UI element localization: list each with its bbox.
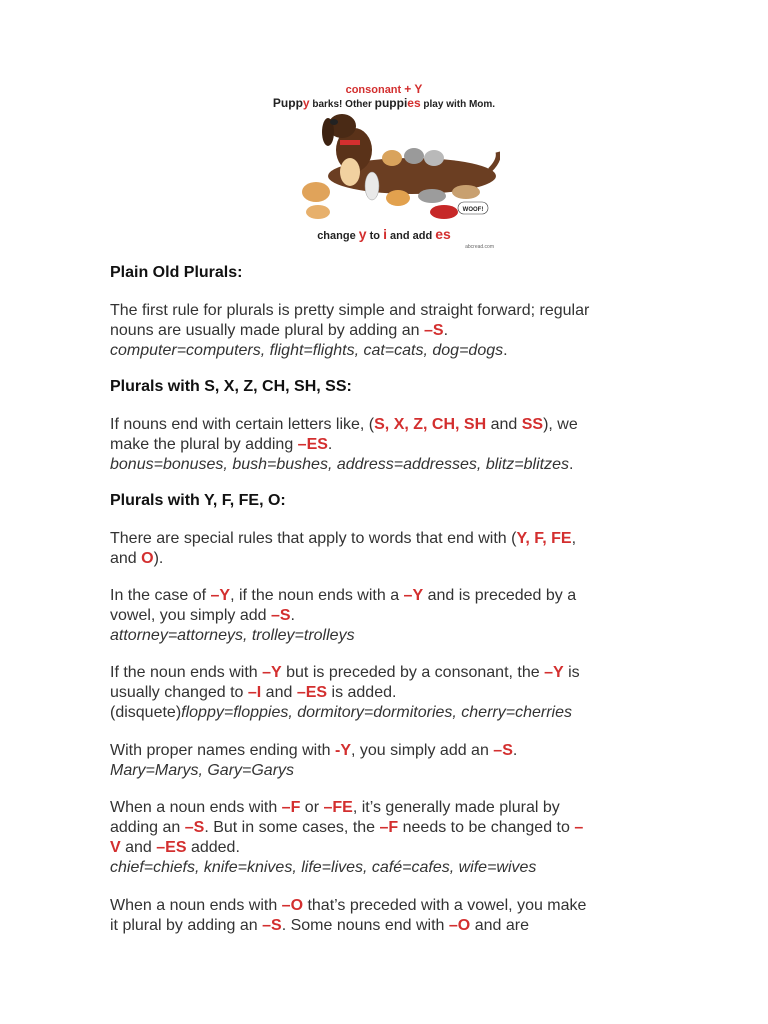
example-span: floppy=floppies, dormitory=dormitories, cherry=cherries bbox=[181, 704, 572, 721]
sentence-puppi: puppi bbox=[374, 96, 408, 110]
plain-line-2 bbox=[110, 321, 670, 341]
illustration-credit: abcread.com bbox=[465, 244, 494, 250]
text-span: , if the noun ends with a bbox=[230, 587, 404, 604]
text-span: usually changed to bbox=[110, 684, 248, 701]
red-span: –I bbox=[247, 684, 262, 701]
puppy-1 bbox=[302, 182, 330, 202]
red-span: –ES bbox=[156, 839, 187, 856]
sentence-pupp: Pupp bbox=[272, 96, 303, 110]
puppy-5 bbox=[404, 148, 424, 164]
red-span: –S bbox=[262, 917, 282, 934]
red-span: -Y bbox=[335, 742, 351, 759]
consonant-y-line-2 bbox=[110, 683, 670, 703]
red-span: –Y bbox=[544, 664, 564, 681]
red-span: –Y bbox=[403, 587, 424, 604]
paragraph-proper-names bbox=[110, 741, 670, 781]
text-span: needs to be changed to bbox=[398, 819, 575, 836]
dogs-drawing bbox=[294, 112, 500, 222]
red-span: –S bbox=[423, 322, 444, 339]
heading-plurals-yffe: Plurals with Y, F, FE, O: bbox=[110, 492, 286, 509]
paragraph-vowel-y bbox=[110, 586, 670, 646]
red-span: –ES bbox=[296, 684, 328, 701]
puppy-2 bbox=[306, 205, 330, 219]
vowel-y-example: attorney=attorneys, trolley=trolleys bbox=[110, 627, 355, 644]
red-span: –F bbox=[379, 819, 399, 836]
red-span: Y, F, FE bbox=[516, 530, 572, 547]
text-span: , bbox=[571, 530, 577, 547]
red-span: S, X, Z, CH, SH bbox=[374, 416, 487, 433]
mother-dog-nose bbox=[330, 119, 338, 125]
text-span: If nouns end with certain letters like, ( bbox=[110, 416, 375, 433]
red-span: –F bbox=[281, 799, 301, 816]
text-span: and is preceded by a bbox=[423, 587, 577, 604]
plural-illustration bbox=[268, 80, 500, 252]
sentence-barks: barks! Other bbox=[309, 99, 375, 110]
sxz-line-2 bbox=[110, 435, 670, 455]
o-line-1 bbox=[110, 896, 670, 916]
vowel-y-line-1 bbox=[110, 586, 670, 606]
rule-change: change bbox=[317, 230, 359, 242]
illustration-caption-top bbox=[268, 82, 500, 96]
text-span: and are bbox=[470, 917, 529, 934]
text-span: , you simply add an bbox=[351, 742, 494, 759]
proper-line-1 bbox=[110, 741, 670, 761]
text-span: . But in some cases, the bbox=[204, 819, 380, 836]
red-span: –O bbox=[281, 897, 304, 914]
text-span: . bbox=[443, 322, 449, 339]
heading-plurals-sxz: Plurals with S, X, Z, CH, SH, SS: bbox=[110, 378, 352, 395]
sxz-line-1 bbox=[110, 415, 670, 435]
puppy-4 bbox=[382, 150, 402, 166]
woof-text: WOOF! bbox=[462, 207, 484, 213]
text-span: . bbox=[512, 742, 518, 759]
sentence-y: y bbox=[302, 96, 310, 110]
red-span: V bbox=[110, 839, 121, 856]
caption-consonant: consonant bbox=[345, 84, 402, 96]
text-span: and bbox=[261, 684, 297, 701]
mother-dog-tail bbox=[490, 152, 498, 170]
text-span: . Some nouns end with bbox=[281, 917, 449, 934]
illustration-sentence bbox=[268, 96, 500, 110]
text-span: When a noun ends with bbox=[110, 799, 282, 816]
vowel-y-line-2 bbox=[110, 606, 670, 626]
example-span: computer=computers, flight=flights, cat=cats, dog=dogs bbox=[110, 342, 504, 359]
text-span: When a noun ends with bbox=[110, 897, 282, 914]
text-span: or bbox=[300, 799, 324, 816]
text-span: . bbox=[290, 607, 295, 624]
text-span: . bbox=[327, 436, 333, 453]
illustration-rule bbox=[268, 226, 500, 242]
text-span: and bbox=[110, 550, 142, 567]
heading-plain-old-plurals: Plain Old Plurals: bbox=[110, 264, 243, 281]
puppy-6 bbox=[424, 150, 444, 166]
caption-plus-y: + Y bbox=[404, 82, 423, 96]
red-span: –FE bbox=[323, 799, 353, 816]
example-span: bonus=bonuses, bush=bushes, address=addresses, blitz=blitzes bbox=[110, 456, 569, 473]
paragraph-plain bbox=[110, 301, 670, 361]
puppy-red bbox=[430, 205, 458, 219]
puppy-9 bbox=[452, 185, 480, 199]
puppy-3 bbox=[340, 158, 360, 186]
paragraph-o bbox=[110, 896, 670, 936]
red-span: –S bbox=[270, 607, 291, 624]
yffe-line-1 bbox=[110, 529, 670, 549]
text-span: If the noun ends with bbox=[110, 664, 263, 681]
paragraph-yffe bbox=[110, 529, 670, 569]
text-span: ), we bbox=[543, 416, 578, 433]
rule-and-add: and add bbox=[386, 230, 436, 242]
text-span: . bbox=[503, 342, 508, 359]
text-span: ). bbox=[153, 550, 164, 567]
red-span: O bbox=[141, 550, 154, 567]
text-span: that’s preceded with a vowel, you make bbox=[303, 897, 587, 914]
red-span: SS bbox=[521, 416, 544, 433]
puppy-8 bbox=[418, 189, 446, 203]
text-span: is added. bbox=[327, 684, 397, 701]
puppy-white bbox=[365, 172, 379, 200]
text-span: make the plural by adding bbox=[110, 436, 298, 453]
red-span: –O bbox=[448, 917, 471, 934]
f-fe-example: chief=chiefs, knife=knives, life=lives, café=cafes, wife=wives bbox=[110, 859, 537, 876]
text-span: There are special rules that apply to words that end with ( bbox=[110, 530, 517, 547]
plain-example bbox=[110, 341, 670, 361]
o-line-2 bbox=[110, 916, 670, 936]
text-span: vowel, you simply add bbox=[110, 607, 271, 624]
paragraph-f-fe bbox=[110, 798, 670, 878]
text-span: and bbox=[120, 839, 157, 856]
f-fe-line-1 bbox=[110, 798, 670, 818]
text-span: adding an bbox=[110, 819, 185, 836]
plain-line-1: The first rule for plurals is pretty simple and straight forward; regular bbox=[110, 302, 590, 319]
red-span: – bbox=[574, 819, 584, 836]
sentence-es: es bbox=[407, 96, 421, 110]
paragraph-consonant-y bbox=[110, 663, 670, 723]
red-span: –S bbox=[184, 819, 205, 836]
proper-example: Mary=Marys, Gary=Garys bbox=[110, 762, 295, 779]
consonant-y-example bbox=[110, 703, 670, 723]
text-span: In the case of bbox=[110, 587, 211, 604]
f-fe-line-3 bbox=[110, 838, 670, 858]
paragraph-sxz bbox=[110, 415, 670, 475]
text-span: is bbox=[563, 664, 580, 681]
mother-dog-collar bbox=[340, 140, 360, 145]
rule-i: i bbox=[383, 226, 387, 242]
text-span: but is preceded by a consonant, the bbox=[281, 664, 545, 681]
f-fe-line-2 bbox=[110, 818, 670, 838]
text-span: With proper names ending with bbox=[110, 742, 335, 759]
rule-es: es bbox=[435, 226, 451, 242]
red-span: –S bbox=[493, 742, 513, 759]
text-span: , it’s generally made plural by bbox=[352, 799, 560, 816]
rule-y: y bbox=[358, 226, 367, 242]
rule-to: to bbox=[366, 230, 384, 242]
sentence-play: play with Mom. bbox=[420, 99, 496, 110]
puppy-7 bbox=[386, 190, 410, 206]
red-span: –ES bbox=[297, 436, 328, 453]
yffe-line-2 bbox=[110, 549, 670, 569]
text-span: it plural by adding an bbox=[110, 917, 263, 934]
text-span: nouns are usually made plural by adding an bbox=[110, 322, 424, 339]
text-span: (disquete) bbox=[110, 704, 182, 721]
sxz-example bbox=[110, 455, 670, 475]
text-span: and bbox=[486, 416, 522, 433]
text-span: . bbox=[568, 456, 574, 473]
red-span: –Y bbox=[210, 587, 231, 604]
red-span: –Y bbox=[262, 664, 282, 681]
text-span: added. bbox=[186, 839, 240, 856]
consonant-y-line-1 bbox=[110, 663, 670, 683]
